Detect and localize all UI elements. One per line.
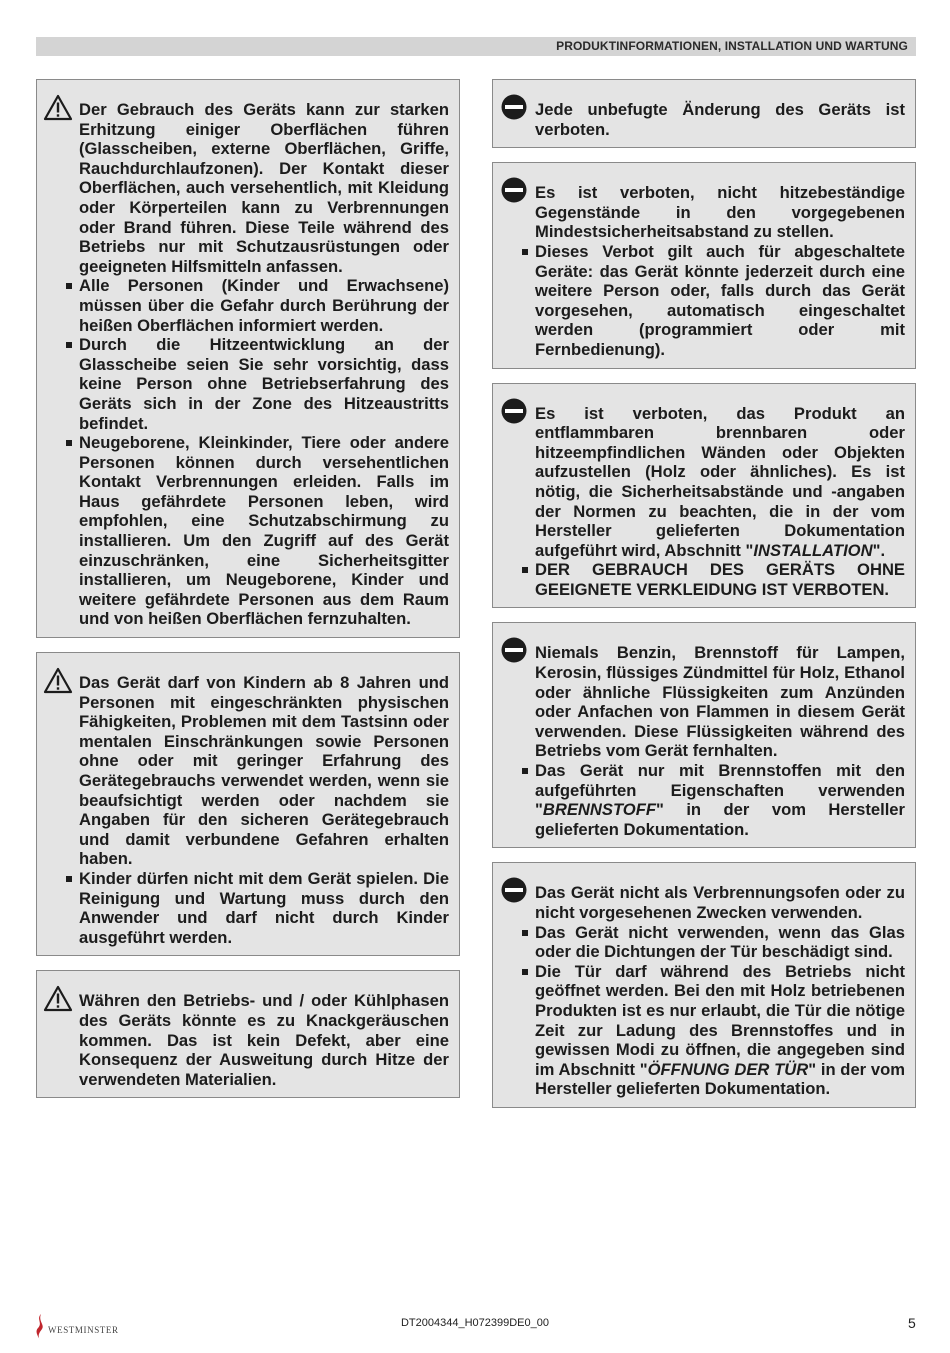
section-reference: ÖFFNUNG DER TÜR (647, 1059, 809, 1079)
list-item: Alle Personen (Kinder und Erwachsene) müssen über die Gefahr durch Berührung der heißen Oberflächen informiert werden. (79, 276, 449, 335)
warning-triangle-icon (43, 94, 73, 121)
section-reference: BRENNSTOFF (542, 800, 656, 820)
bullet-list (535, 761, 905, 839)
list-item: Die Tür darf während des Betriebs nicht geöffnet werden. Bei den mit Holz betriebenen Produkten ist es nur erlaubt, die Tür die nötige Zeit zur Ladung des Brennstoffes und in gewissen Modi zu öffnen, die angegeben sind im Abschnitt "ÖFFNUNG DER TÜR" in der vom Hersteller gelieferten Dokumentation. (535, 961, 905, 1099)
prohibition-icon (501, 877, 527, 903)
prohibition-box-modification (492, 79, 916, 148)
list-item: Kinder dürfen nicht mit dem Gerät spielen. Die Reinigung und Wartung muss durch den Anwender und darf nicht durch Kinder ausgeführt werden. (79, 868, 449, 947)
prohibition-icon (501, 94, 527, 120)
warning-triangle-icon (43, 985, 73, 1012)
prohibition-box-safety-distance (492, 162, 916, 368)
right-column (492, 79, 916, 1122)
document-code: DT2004344_H072399DE0_00 (400, 1317, 549, 1329)
bullet-list (79, 276, 449, 629)
box-text: Jede unbefugte Änderung des Geräts ist verboten. (535, 100, 905, 139)
prohibition-icon (501, 177, 527, 203)
warning-box-noise (36, 970, 460, 1098)
warning-box-children (36, 652, 460, 956)
list-item: DER GEBRAUCH DES GERÄTS OHNE GEEIGNETE VERKLEIDUNG IST VERBOTEN. (535, 560, 905, 599)
list-item: Neugeborene, Kleinkinder, Tiere oder andere Personen können durch versehentlichen Kontakt Verbrennungen erleiden. Falls im Haus gefährdete Personen leben, wird empfohlen, eine Schutzabschirmung zu installieren. Um den Zugriff auf des Gerät einzuschränken, eine Sicherheitsgitter installieren, um Neugeborene, Kinder und weitere gefährdete Personen aus dem Raum und von heißen Oberflächen fernzuhalten. (79, 433, 449, 629)
page-header (36, 37, 916, 56)
header-title: PRODUKTINFORMATIONEN, INSTALLATION UND WARTUNG (556, 39, 908, 53)
box-text: Es ist verboten, das Produkt an entflammbaren brennbaren oder hitzeempfindlichen Wänden oder Objekten aufzustellen (Holz oder ähnliches). Es ist nötig, die Sicherheitsabstände und -angaben der Normen zu beachten, die in der vom Hersteller gelieferten Dokumentation aufgeführt wird, Abschnitt "INSTALLATION". (535, 403, 905, 560)
warning-box-hot-surfaces (36, 79, 460, 638)
box-text: Der Gebrauch des Geräts kann zur starken Erhitzung einiger Oberflächen führen (Glasscheiben, externe Oberflächen, Griffe, Rauchdurchlaufzonen). Der Kontakt dieser Oberflächen, auch versehentlich, mit Kleidung oder Körperteilen kann zu Verbrennungen oder Brand führen. Diese Teile während des Betriebs nur mit Schutzausrüstungen oder geeigneten Hilfsmitteln anfassen. (79, 100, 449, 276)
bullet-list (79, 869, 449, 947)
left-column (36, 79, 460, 1112)
box-text: Niemals Benzin, Brennstoff für Lampen, Kerosin, flüssiges Zündmittel für Holz, Ethanol oder ähnliche Flüssigkeiten zum Anzünden oder Anfachen von Flammen in diesem Gerät verwenden. Diese Flüssigkeiten während des Betriebs vom Gerät fernhalten. (535, 643, 905, 761)
list-item: Dieses Verbot gilt auch für abgeschaltete Geräte: das Gerät könnte jederzeit durch eine weitere Person oder, falls durch das Gerät vorgesehen, automatisch eingeschaltet werden (programmiert oder mit Fernbedienung). (535, 241, 905, 359)
prohibition-box-liquids (492, 622, 916, 848)
list-item: Das Gerät nur mit Brennstoffen mit den aufgeführten Eigenschaften verwenden "BRENNSTOFF" in der vom Hersteller gelieferten Dokumentation. (535, 761, 905, 839)
bullet-list (535, 923, 905, 1099)
list-item: Das Gerät nicht verwenden, wenn das Glas oder die Dichtungen der Tür beschädigt sind. (535, 922, 905, 962)
box-text: Währen den Betriebs- und / oder Kühlphasen des Geräts könnte es zu Knackgeräuschen kommen. Das ist kein Defekt, aber eine Konsequenz der Ausweitung durch Hitze der verwendeten Materialien. (79, 991, 449, 1089)
prohibition-box-flammable-walls (492, 383, 916, 609)
bullet-list (535, 560, 905, 599)
page-number: 5 (908, 1315, 916, 1331)
warning-triangle-icon (43, 667, 73, 694)
logo-text: WESTMINSTER (48, 1325, 119, 1335)
list-item: Durch die Hitzeentwicklung an der Glasscheibe seien Sie sehr vorsichtig, dass keine Person ohne Betriebserfahrung des Geräts sich in der Zone des Hitzeaustritts befindet. (79, 335, 449, 433)
prohibition-icon (501, 398, 527, 424)
prohibition-box-door (492, 862, 916, 1108)
prohibition-icon (501, 637, 527, 663)
box-text: Es ist verboten, nicht hitzebeständige Gegenstände in den vorgegebenen Mindestsicherheitsabstand zu stellen. (535, 183, 905, 242)
box-text: Das Gerät nicht als Verbrennungsofen oder zu nicht vorgesehenen Zwecken verwenden. (535, 883, 905, 922)
box-text: Das Gerät darf von Kindern ab 8 Jahren und Personen mit eingeschränkten physischen Fähigkeiten, Problemen mit dem Tastsinn oder mentalen Einschränkungen sowie Personen ohne oder mit geringer Erfahrung des Gerätegebrauchs verwendet werden, wenn sie beaufsichtigt werden oder nachdem sie Angaben für den sicheren Gerätegebrauch und damit verbundene Gefahren erhalten haben. (79, 673, 449, 869)
section-reference: INSTALLATION (753, 540, 873, 560)
bullet-list (535, 242, 905, 360)
